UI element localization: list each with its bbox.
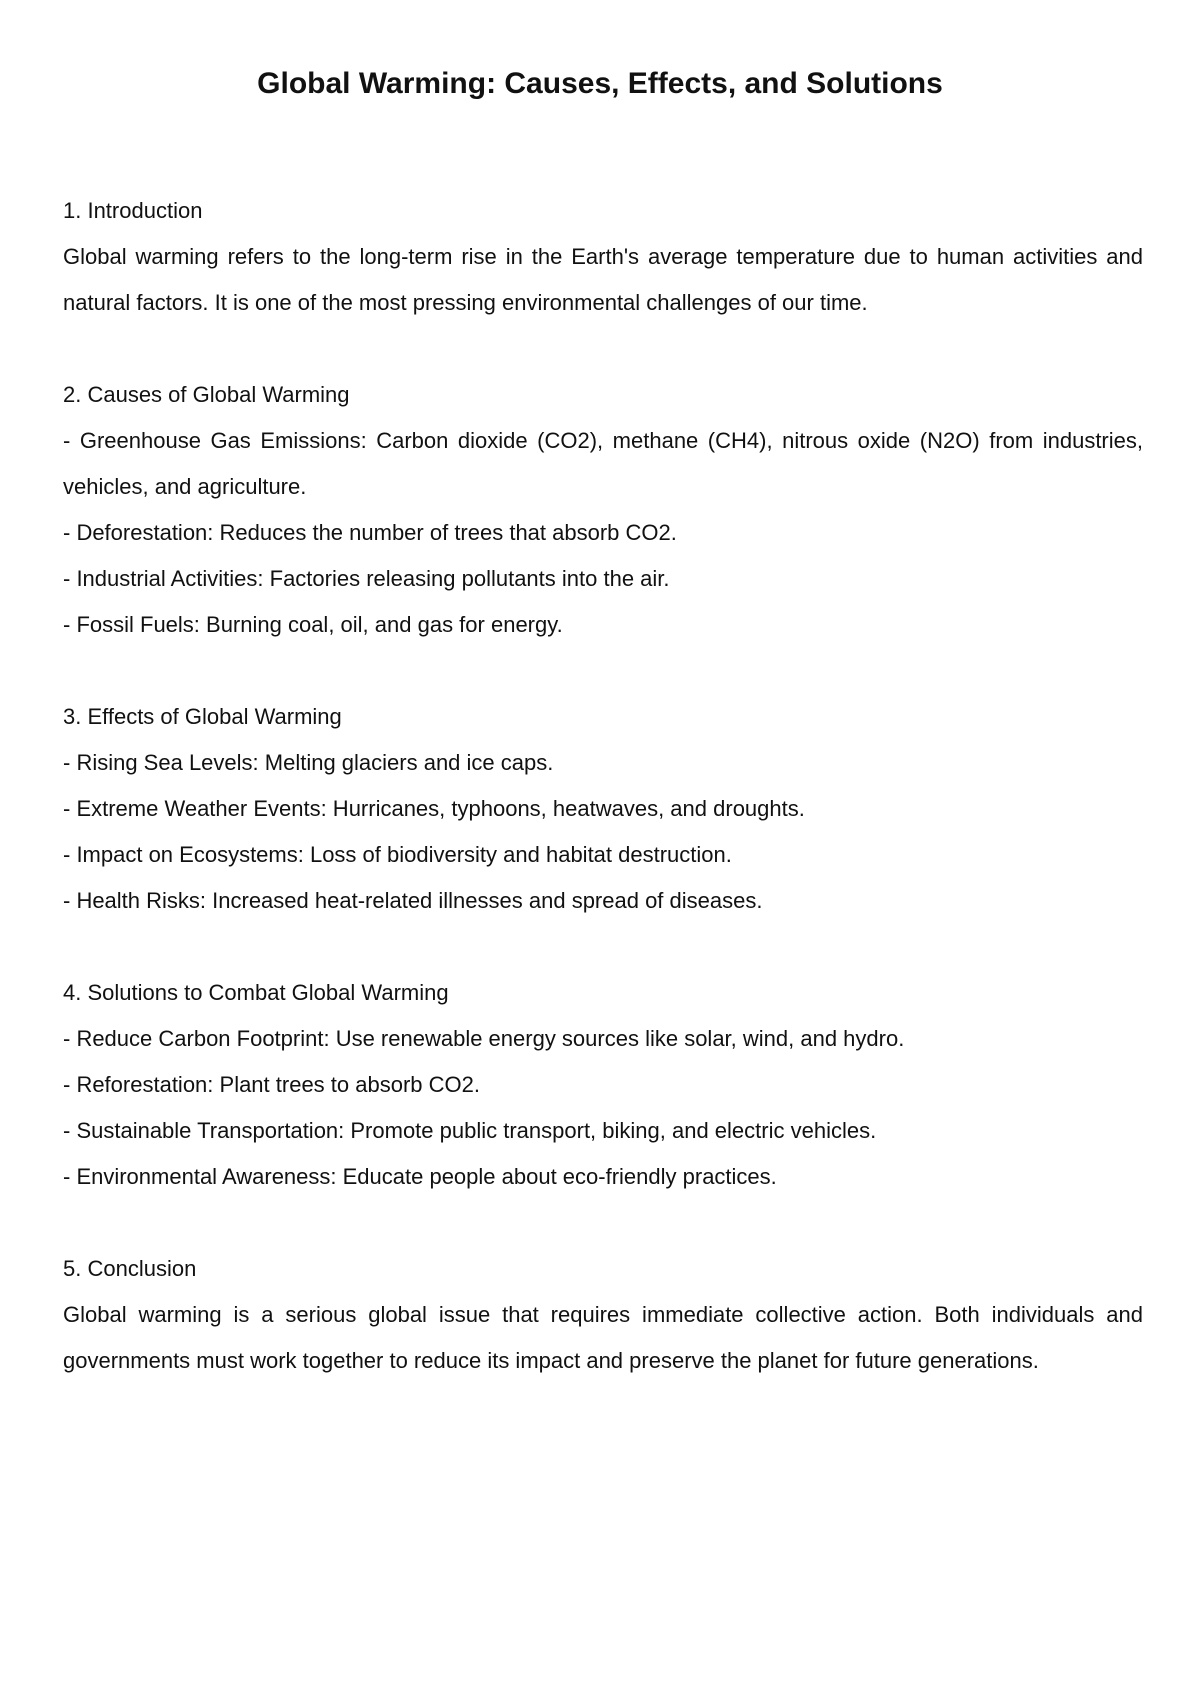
section-heading: 1. Introduction	[63, 198, 203, 223]
section-conclusion	[63, 1246, 1143, 1384]
section-heading: 5. Conclusion	[63, 1256, 197, 1281]
section-paragraph: Global warming is a serious global issue that requires immediate collective action. Both individuals and governments must work together to reduce its impact and preserve the planet for future generations.	[63, 1302, 1143, 1373]
list-item: - Impact on Ecosystems: Loss of biodiversity and habitat destruction.	[63, 842, 732, 867]
section-heading: 2. Causes of Global Warming	[63, 382, 350, 407]
list-item: - Reduce Carbon Footprint: Use renewable energy sources like solar, wind, and hydro.	[63, 1026, 905, 1051]
section-introduction	[63, 188, 1143, 326]
list-item: - Reforestation: Plant trees to absorb CO2.	[63, 1072, 480, 1097]
list-item: - Fossil Fuels: Burning coal, oil, and gas for energy.	[63, 612, 563, 637]
list-item: - Environmental Awareness: Educate people about eco-friendly practices.	[63, 1164, 777, 1189]
list-item: - Rising Sea Levels: Melting glaciers and ice caps.	[63, 750, 554, 775]
section-heading: 3. Effects of Global Warming	[63, 704, 342, 729]
section-causes	[63, 372, 1143, 648]
list-item: - Extreme Weather Events: Hurricanes, typhoons, heatwaves, and droughts.	[63, 796, 805, 821]
section-heading: 4. Solutions to Combat Global Warming	[63, 980, 449, 1005]
list-item: - Industrial Activities: Factories releasing pollutants into the air.	[63, 566, 670, 591]
document-body	[63, 188, 1143, 1384]
list-item: - Health Risks: Increased heat-related illnesses and spread of diseases.	[63, 888, 763, 913]
list-item: - Sustainable Transportation: Promote public transport, biking, and electric vehicles.	[63, 1118, 877, 1143]
section-paragraph: Global warming refers to the long-term rise in the Earth's average temperature due to human activities and natural factors. It is one of the most pressing environmental challenges of our time.	[63, 244, 1143, 315]
list-item: - Deforestation: Reduces the number of trees that absorb CO2.	[63, 520, 677, 545]
document-title: Global Warming: Causes, Effects, and Solutions	[257, 67, 943, 100]
section-effects	[63, 694, 1143, 924]
section-solutions	[63, 970, 1143, 1200]
list-item: - Greenhouse Gas Emissions: Carbon dioxide (CO2), methane (CH4), nitrous oxide (N2O) from industries, vehicles, and agriculture.	[63, 428, 1143, 499]
